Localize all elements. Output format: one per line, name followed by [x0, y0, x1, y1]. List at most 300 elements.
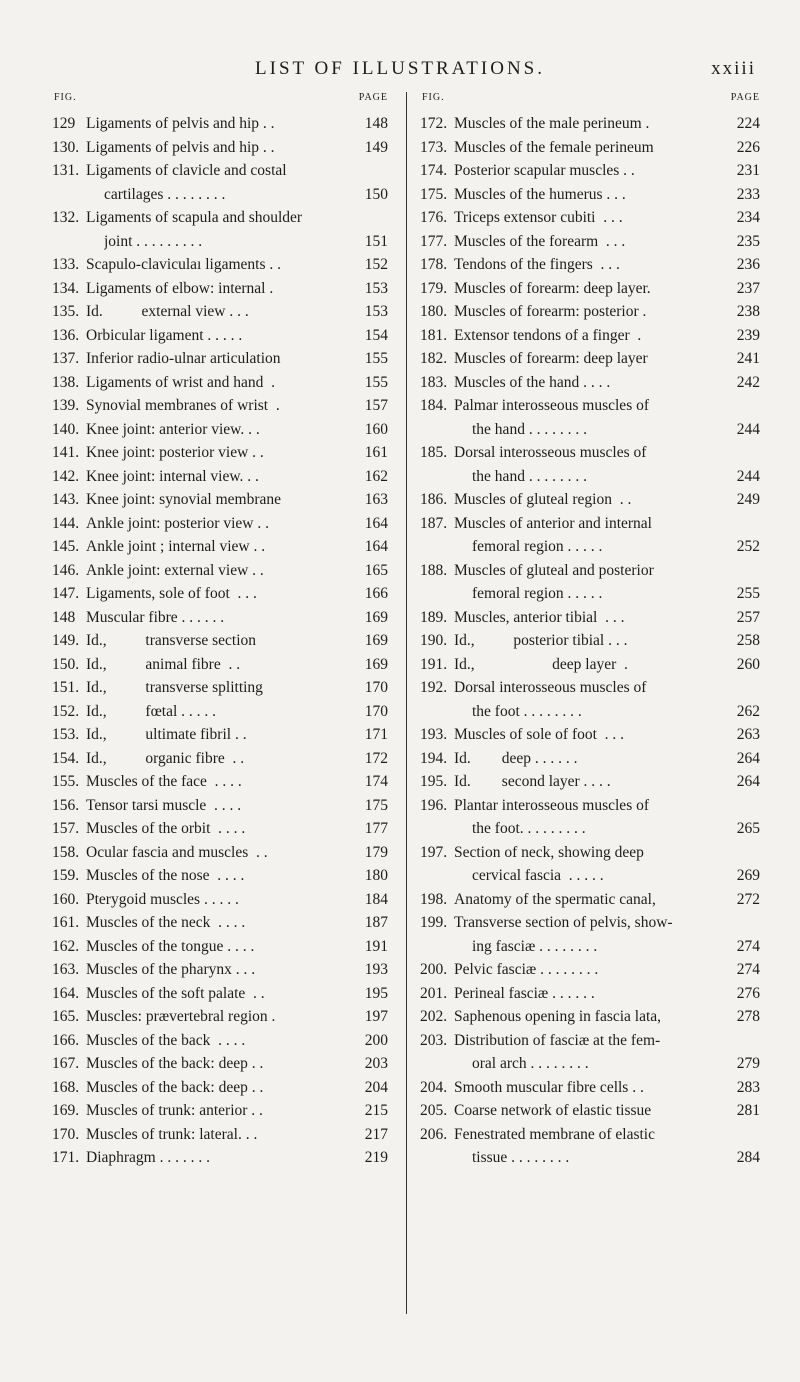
illustration-entry: [420, 253, 760, 277]
figure-number: 194.: [420, 749, 448, 767]
illustration-entry: [52, 206, 388, 230]
page-number-ref: 236: [736, 256, 760, 273]
figure-number: 148: [52, 608, 76, 626]
figure-number: 152.: [52, 702, 80, 720]
figure-number: 144.: [52, 514, 80, 532]
illustration-entry: [52, 817, 388, 841]
illustration-entry: [420, 441, 760, 465]
page-number-ref: 265: [736, 820, 760, 837]
figure-title: Muscles of the male perineum .: [454, 115, 650, 132]
illustration-entry: [420, 535, 760, 559]
figure-title: Muscles of sole of foot . . .: [454, 726, 625, 743]
page-number-ref: 164: [364, 538, 388, 555]
illustration-entry: [52, 629, 388, 653]
page-number-ref: 150: [364, 185, 388, 203]
figure-number: 160.: [52, 890, 80, 908]
figure-number: 150.: [52, 655, 80, 673]
page-number-ref: 235: [736, 232, 760, 250]
figure-number: 154.: [52, 749, 80, 767]
figure-title: Ligaments of pelvis and hip . .: [86, 138, 275, 156]
figure-number: 135.: [52, 303, 80, 320]
figure-number: 161.: [52, 914, 80, 931]
figure-title: Diaphragm . . . . . . .: [86, 1149, 210, 1166]
figure-title: Muscles of the back: deep . .: [86, 1055, 264, 1072]
figure-title: the hand . . . . . . . .: [472, 467, 587, 485]
figure-number: 162.: [52, 937, 80, 955]
page-number-ref: 148: [364, 115, 388, 132]
figure-number: 136.: [52, 326, 80, 344]
illustration-entry: [52, 512, 388, 536]
page-number-ref: 260: [736, 655, 760, 673]
page-label: PAGE: [730, 92, 760, 103]
figure-title: Muscular fibre . . . . . .: [86, 608, 225, 626]
illustration-entry: [420, 747, 760, 771]
figure-title: Muscles of the back: deep . .: [86, 1078, 264, 1096]
figure-number: 181.: [420, 326, 448, 344]
figure-title: Id. deep . . . . . .: [454, 749, 578, 767]
figure-title: Ligaments of pelvis and hip . .: [86, 115, 275, 132]
illustration-entry: [420, 1099, 760, 1123]
page-number-ref: 177: [364, 820, 388, 837]
illustration-entry: [52, 1052, 388, 1076]
figure-title: Knee joint: internal view. . .: [86, 467, 259, 485]
page-number-ref: 276: [736, 984, 760, 1002]
figure-title: Extensor tendons of a finger .: [454, 326, 642, 344]
figure-number: 193.: [420, 726, 448, 743]
figure-title: Ankle joint: external view . .: [86, 561, 264, 579]
figure-title: Tensor tarsi muscle . . . .: [86, 796, 242, 814]
illustration-entry: [52, 465, 388, 489]
figure-number: 175.: [420, 185, 448, 203]
page-number-ref: 163: [364, 491, 388, 508]
page-number-ref: 157: [364, 397, 388, 414]
figure-number: 168.: [52, 1078, 80, 1096]
illustration-entry: [420, 676, 760, 700]
figure-number: 197.: [420, 843, 448, 861]
illustration-entry: [420, 1005, 760, 1029]
figure-number: 188.: [420, 561, 448, 579]
figure-number: 141.: [52, 444, 80, 461]
page-number-ref: 234: [736, 209, 760, 226]
figure-title: joint . . . . . . . . .: [104, 232, 203, 250]
figure-title: Muscles: prævertebral region .: [86, 1008, 276, 1025]
figure-number: 198.: [420, 890, 448, 908]
page-number-ref: 226: [736, 138, 760, 156]
figure-title: Muscles of the pharynx . . .: [86, 961, 256, 978]
figure-number: 172.: [420, 115, 448, 132]
figure-number: 165.: [52, 1008, 80, 1025]
running-title: LIST OF ILLUSTRATIONS.: [255, 58, 545, 79]
illustration-entry: [52, 582, 388, 606]
illustration-entry: [52, 394, 388, 418]
illustration-entry: [420, 888, 760, 912]
page-number-ref: 172: [364, 749, 388, 767]
page-number-ref: 155: [364, 350, 388, 367]
page-number-ref: 149: [364, 138, 388, 156]
page-number-ref: 169: [364, 608, 388, 626]
illustration-entry: [52, 371, 388, 395]
illustration-entry: [420, 206, 760, 230]
page-number-ref: 284: [736, 1149, 760, 1166]
illustration-entry: [52, 441, 388, 465]
illustration-entry: [420, 159, 760, 183]
illustration-entry: [52, 253, 388, 277]
page-number-ref: 197: [364, 1008, 388, 1025]
illustration-entry: [52, 935, 388, 959]
figure-title: Id., ultimate fibril . .: [86, 726, 247, 743]
illustration-entry: [420, 1076, 760, 1100]
figure-title: Triceps extensor cubiti . . .: [454, 209, 623, 226]
illustration-entry: [420, 794, 760, 818]
figure-number: 143.: [52, 491, 80, 508]
illustration-entry: [52, 112, 388, 136]
page-number-ref: 262: [736, 702, 760, 720]
figure-title: Pterygoid muscles . . . . .: [86, 890, 239, 908]
figure-number: 178.: [420, 256, 448, 273]
illustration-entry: [52, 324, 388, 348]
illustration-entry: [420, 183, 760, 207]
page-number-ref: 184: [364, 890, 388, 908]
page-number-ref: 255: [736, 585, 760, 602]
page-number-ref: 263: [736, 726, 760, 743]
illustration-entry: [420, 418, 760, 442]
figure-number: 129: [52, 115, 76, 132]
page-number-ref: 264: [736, 749, 760, 767]
figure-number: 140.: [52, 420, 80, 438]
page-number-ref: 264: [736, 773, 760, 790]
page-number-ref: 169: [364, 632, 388, 649]
page-number-ref: 151: [364, 232, 388, 250]
page-number-ref: 170: [364, 702, 388, 720]
figure-number: 202.: [420, 1008, 448, 1025]
illustration-entry: [420, 1146, 760, 1170]
illustration-entry: [420, 488, 760, 512]
figure-title: Dorsal interosseous muscles of: [454, 444, 647, 461]
illustration-entry: [52, 535, 388, 559]
page-number-ref: 224: [736, 115, 760, 132]
page-number-ref: 175: [364, 796, 388, 814]
illustration-entry: [420, 1052, 760, 1076]
figure-title: Muscles of the orbit . . . .: [86, 820, 246, 837]
page-number-ref: 191: [364, 937, 388, 955]
figure-number: 142.: [52, 467, 80, 485]
fig-label: FIG.: [422, 92, 445, 103]
page-number-ref: 217: [364, 1125, 388, 1143]
figure-title: Distribution of fasciæ at the fem-: [454, 1031, 661, 1049]
page-number-ref: 195: [364, 984, 388, 1002]
illustration-entry: [420, 394, 760, 418]
page-number-ref: 269: [736, 867, 760, 884]
illustration-entry: [52, 1076, 388, 1100]
figure-number: 196.: [420, 796, 448, 814]
page-number-ref: 153: [364, 303, 388, 320]
illustration-entry: [52, 1123, 388, 1147]
page-number-ref: 237: [736, 279, 760, 297]
figure-title: Inferior radio-ulnar articulation: [86, 350, 281, 367]
illustration-entry: [420, 112, 760, 136]
illustration-entry: [52, 277, 388, 301]
illustration-entry: [52, 230, 388, 254]
illustration-entry: [420, 935, 760, 959]
figure-title: Id., animal fibre . .: [86, 655, 241, 673]
page-header: [0, 58, 800, 80]
figure-title: femoral region . . . . .: [472, 538, 603, 555]
illustration-entry: [52, 159, 388, 183]
illustration-entry: [420, 136, 760, 160]
figure-title: Muscles of gluteal and posterior: [454, 561, 654, 579]
illustration-entry: [420, 1123, 760, 1147]
page-number-ref: 241: [736, 350, 760, 367]
right-column-header: [420, 90, 760, 112]
figure-number: 158.: [52, 843, 80, 861]
figure-title: Muscles of the tongue . . . .: [86, 937, 255, 955]
figure-title: Scapulo-claviculaı ligaments . .: [86, 256, 281, 273]
page-number-ref: 171: [364, 726, 388, 743]
figure-number: 163.: [52, 961, 80, 978]
figure-title: Muscles of the nose . . . .: [86, 867, 245, 884]
page-number-ref: 258: [736, 632, 760, 649]
figure-number: 205.: [420, 1102, 448, 1119]
right-entry-list: [420, 112, 760, 1170]
page-number-ref: 170: [364, 679, 388, 696]
figure-title: femoral region . . . . .: [472, 585, 603, 602]
column-divider: [406, 92, 407, 1314]
figure-title: Muscles of the female perineum: [454, 138, 654, 156]
figure-number: 164.: [52, 984, 80, 1002]
illustration-entry: [52, 841, 388, 865]
figure-number: 184.: [420, 397, 448, 414]
figure-title: Muscles of the back . . . .: [86, 1031, 246, 1049]
page-label: PAGE: [358, 92, 388, 103]
figure-title: Muscles of the forearm . . .: [454, 232, 626, 250]
illustration-entry: [420, 653, 760, 677]
figure-title: Muscles of trunk: anterior . .: [86, 1102, 263, 1119]
illustration-entry: [420, 982, 760, 1006]
illustration-entry: [52, 418, 388, 442]
figure-number: 134.: [52, 279, 80, 297]
figure-number: 177.: [420, 232, 448, 250]
figure-number: 180.: [420, 303, 448, 320]
figure-number: 183.: [420, 373, 448, 391]
page-number-ref: 193: [364, 961, 388, 978]
page-number-ref: 200: [364, 1031, 388, 1049]
illustration-entry: [420, 371, 760, 395]
figure-number: 167.: [52, 1055, 80, 1072]
figure-title: Ocular fascia and muscles . .: [86, 843, 268, 861]
page-number: xxiii: [711, 58, 756, 79]
figure-title: Id., posterior tibial . . .: [454, 632, 628, 649]
illustration-entry: [52, 1029, 388, 1053]
figure-number: 137.: [52, 350, 80, 367]
figure-title: Muscles of the face . . . .: [86, 773, 242, 790]
page-number-ref: 239: [736, 326, 760, 344]
page-number-ref: 160: [364, 420, 388, 438]
page-number-ref: 219: [364, 1149, 388, 1166]
figure-number: 201.: [420, 984, 448, 1002]
figure-number: 192.: [420, 679, 448, 696]
illustration-entry: [420, 629, 760, 653]
figure-number: 159.: [52, 867, 80, 884]
illustration-entry: [52, 347, 388, 371]
figure-title: Muscles of the soft palate . .: [86, 984, 265, 1002]
figure-title: Ankle joint ; internal view . .: [86, 538, 266, 555]
figure-number: 186.: [420, 491, 448, 508]
figure-title: Orbicular ligament . . . . .: [86, 326, 243, 344]
page-number-ref: 164: [364, 514, 388, 532]
illustration-entry: [52, 723, 388, 747]
illustration-entry: [52, 770, 388, 794]
figure-number: 170.: [52, 1125, 80, 1143]
figure-number: 146.: [52, 561, 80, 579]
illustration-entry: [52, 747, 388, 771]
figure-number: 206.: [420, 1125, 448, 1143]
figure-title: Muscles of trunk: lateral. . .: [86, 1125, 258, 1143]
figure-number: 187.: [420, 514, 448, 532]
figure-title: Perineal fasciæ . . . . . .: [454, 984, 595, 1002]
page-number-ref: 242: [736, 373, 760, 391]
page-number-ref: 281: [736, 1102, 760, 1119]
illustration-entry: [420, 606, 760, 630]
page-number-ref: 257: [736, 608, 760, 626]
page-number-ref: 244: [736, 420, 760, 438]
figure-title: oral arch . . . . . . . .: [472, 1055, 589, 1072]
page-number-ref: 274: [736, 937, 760, 955]
figure-number: 200.: [420, 961, 448, 978]
figure-title: cervical fascia . . . . .: [472, 867, 604, 884]
illustration-entry: [52, 1099, 388, 1123]
figure-title: Id., fœtal . . . . .: [86, 702, 217, 720]
figure-title: Ligaments of elbow: internal .: [86, 279, 274, 297]
figure-number: 153.: [52, 726, 80, 743]
figure-number: 176.: [420, 209, 448, 226]
figure-title: Muscles, anterior tibial . . .: [454, 608, 625, 626]
figure-number: 130.: [52, 138, 80, 156]
page-number-ref: 152: [364, 256, 388, 273]
illustration-entry: [52, 653, 388, 677]
figure-title: Muscles of the hand . . . .: [454, 373, 611, 391]
figure-title: Muscles of the neck . . . .: [86, 914, 246, 931]
figure-number: 149.: [52, 632, 80, 649]
page-number-ref: 169: [364, 655, 388, 673]
illustration-entry: [52, 982, 388, 1006]
figure-title: the foot . . . . . . . .: [472, 702, 582, 720]
illustration-entry: [52, 1005, 388, 1029]
page-number-ref: 165: [364, 561, 388, 579]
page-number-ref: 279: [736, 1055, 760, 1072]
figure-title: Knee joint: synovial membrane: [86, 491, 281, 508]
figure-title: Muscles of forearm: posterior .: [454, 303, 647, 320]
left-column-header: [52, 90, 388, 112]
figure-title: Ankle joint: posterior view . .: [86, 514, 269, 532]
illustration-entry: [420, 465, 760, 489]
illustration-entry: [420, 817, 760, 841]
figure-number: 156.: [52, 796, 80, 814]
page-number-ref: 155: [364, 373, 388, 391]
page-number-ref: 174: [364, 773, 388, 790]
page-number-ref: 231: [736, 162, 760, 179]
figure-title: the hand . . . . . . . .: [472, 420, 587, 438]
figure-number: 155.: [52, 773, 80, 790]
figure-number: 179.: [420, 279, 448, 297]
figure-title: Ligaments, sole of foot . . .: [86, 585, 257, 602]
figure-number: 203.: [420, 1031, 448, 1049]
figure-number: 182.: [420, 350, 448, 367]
figure-title: Dorsal interosseous muscles of: [454, 679, 647, 696]
page-number-ref: 187: [364, 914, 388, 931]
figure-title: Plantar interosseous muscles of: [454, 796, 650, 814]
left-column: [52, 90, 388, 1170]
illustration-entry: [52, 606, 388, 630]
figure-number: 133.: [52, 256, 80, 273]
illustration-entry: [420, 230, 760, 254]
figure-title: Id., organic fibre . .: [86, 749, 245, 767]
page-number-ref: 166: [364, 585, 388, 602]
illustration-entry: [52, 300, 388, 324]
figure-title: Tendons of the fingers . . .: [454, 256, 620, 273]
figure-title: Palmar interosseous muscles of: [454, 397, 650, 414]
figure-title: tissue . . . . . . . .: [472, 1149, 570, 1166]
illustration-entry: [52, 676, 388, 700]
fig-label: FIG.: [54, 92, 77, 103]
illustration-entry: [420, 723, 760, 747]
figure-number: 204.: [420, 1078, 448, 1096]
figure-number: 191.: [420, 655, 448, 673]
illustration-entry: [52, 864, 388, 888]
figure-title: Muscles of gluteal region . .: [454, 491, 632, 508]
figure-title: the foot. . . . . . . . .: [472, 820, 586, 837]
figure-title: Smooth muscular fibre cells . .: [454, 1078, 644, 1096]
figure-number: 166.: [52, 1031, 80, 1049]
illustration-entry: [420, 277, 760, 301]
figure-number: 171.: [52, 1149, 80, 1166]
figure-title: Synovial membranes of wrist .: [86, 397, 280, 414]
figure-title: Id. external view . . .: [86, 303, 249, 320]
figure-title: Id. second layer . . . .: [454, 773, 611, 790]
page-number-ref: 204: [364, 1078, 388, 1096]
illustration-entry: [420, 512, 760, 536]
page-number-ref: 278: [736, 1008, 760, 1025]
figure-title: Id., transverse splitting: [86, 679, 263, 696]
figure-title: Posterior scapular muscles . .: [454, 162, 635, 179]
figure-number: 131.: [52, 162, 80, 179]
page-number-ref: 180: [364, 867, 388, 884]
illustration-entry: [52, 958, 388, 982]
illustration-entry: [420, 300, 760, 324]
figure-title: Muscles of forearm: deep layer.: [454, 279, 651, 297]
illustration-entry: [420, 324, 760, 348]
figure-title: Coarse network of elastic tissue: [454, 1102, 652, 1119]
figure-number: 151.: [52, 679, 80, 696]
page-number-ref: 244: [736, 467, 760, 485]
figure-number: 145.: [52, 538, 80, 555]
page-number-ref: 215: [364, 1102, 388, 1119]
figure-number: 157.: [52, 820, 80, 837]
illustration-entry: [420, 347, 760, 371]
page-number-ref: 203: [364, 1055, 388, 1072]
figure-number: 173.: [420, 138, 448, 156]
illustration-entry: [420, 700, 760, 724]
figure-number: 132.: [52, 209, 80, 226]
figure-title: Knee joint: posterior view . .: [86, 444, 264, 461]
figure-number: 147.: [52, 585, 80, 602]
page-number-ref: 179: [364, 843, 388, 861]
figure-title: Pelvic fasciæ . . . . . . . .: [454, 961, 599, 978]
illustration-entry: [52, 1146, 388, 1170]
figure-title: ing fasciæ . . . . . . . .: [472, 937, 598, 955]
figure-title: Ligaments of wrist and hand .: [86, 373, 275, 391]
page-number-ref: 238: [736, 303, 760, 320]
page-number-ref: 162: [364, 467, 388, 485]
